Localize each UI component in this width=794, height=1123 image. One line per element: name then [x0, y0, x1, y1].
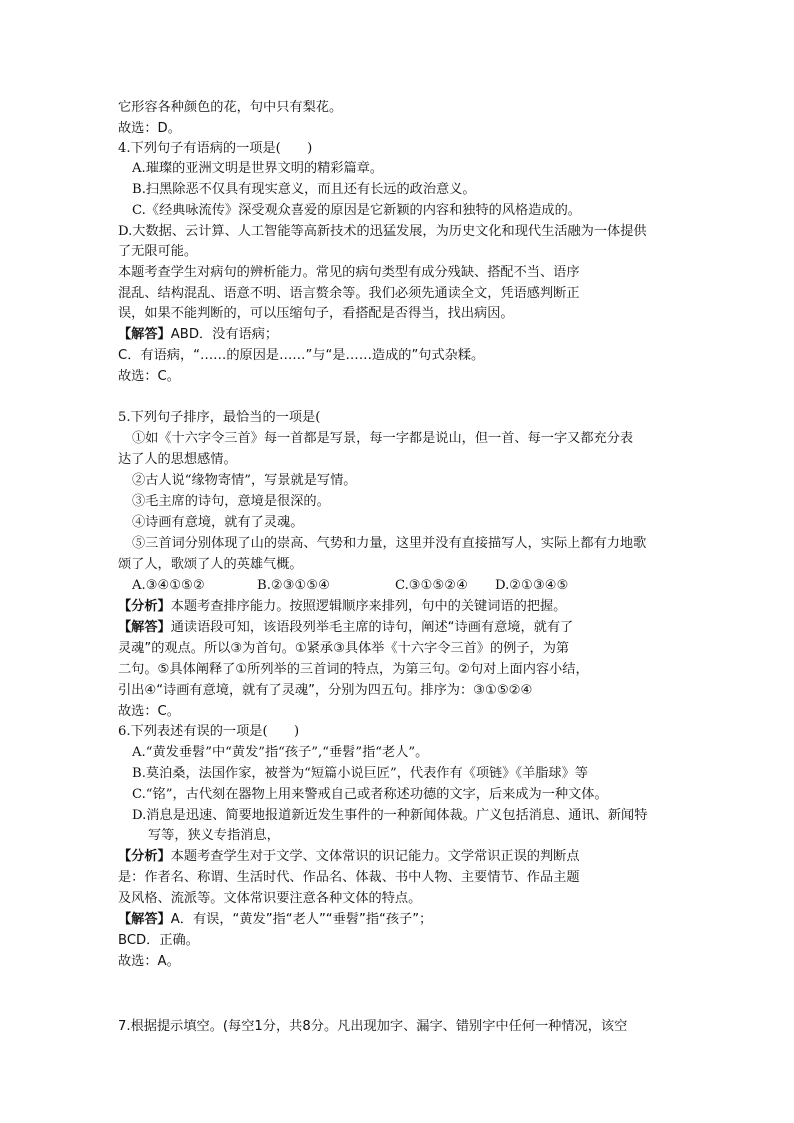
- solution-text: A．有误，“黄发”指“老人”“垂髫”指“孩子”；: [170, 912, 433, 927]
- question-5-sentence-3: ③毛主席的诗句，意境是很深的。: [132, 494, 330, 509]
- question-4-option-a: A.璀璨的亚洲文明是世界文明的精彩篇章。: [132, 161, 384, 176]
- question-5-sentence-4: ④诗画有意境，就有了灵魂。: [132, 515, 304, 530]
- solution-text: C．有语病，“……的原因是……”与“是……造成的”句式杂糅。: [118, 348, 485, 363]
- solution-text: ABD．没有语病；: [170, 327, 279, 342]
- analysis-tag: 【分析】: [118, 849, 171, 864]
- analysis-text: 混乱、结构混乱、语意不明、语言赘余等。我们必须先通读全文，凭语感判断正: [118, 286, 580, 301]
- question-5-options: [132, 576, 684, 596]
- answer-line: 故选：A。: [118, 954, 180, 969]
- question-7-title: 7.根据提示填空。(每空1分，共8分。凡出现加字、漏字、错别字中任何一种情况，该空: [118, 1019, 628, 1034]
- analysis-text: 本题考查学生对病句的辨析能力。常见的病句类型有成分残缺、搭配不当、语序: [118, 265, 580, 280]
- analysis-tag: 【分析】: [118, 599, 171, 614]
- analysis-text: 本题考查学生对于文学、文体常识的识记能力。文学常识正误的判断点: [170, 849, 580, 864]
- solution-tag: 【解答】: [118, 327, 171, 342]
- solution-text: 引出④“诗画有意境，就有了灵魂”，分别为四五句。排序为：③①⑤②④: [118, 683, 533, 698]
- solution-text: 通读语段可知，该语段列举毛主席的诗句，阐述“诗画有意境，就有了: [170, 620, 574, 635]
- answer-line: 故选：D。: [118, 121, 181, 136]
- question-6-option-a: A.“黄发垂髫”中“黄发”指“孩子”,“垂髫”指“老人”。: [132, 745, 429, 760]
- analysis-line: [118, 847, 684, 867]
- solution-text: BCD．正确。: [118, 933, 199, 948]
- question-5-sentence-5: ⑤三首词分别体现了山的崇高、气势和力量，这里并没有直接描写人，实际上都有力地歌: [132, 536, 647, 551]
- solution-text: 灵魂”的观点。所以③为首句。①紧承③具体举《十六字令三首》的例子，为第: [118, 641, 570, 656]
- solution-line: [118, 325, 684, 345]
- question-6-option-d: D.消息是迅速、简要地报道新近发生事件的一种新闻体裁。广义包括消息、通讯、新闻特: [132, 808, 648, 823]
- question-5-title: 5.下列句子排序，最恰当的一项是(: [118, 410, 321, 425]
- analysis-text: 及风格、流派等。文体常识要注意各种文体的特点。: [118, 891, 422, 906]
- question-5-option-c: C.③①⑤②④: [395, 578, 468, 593]
- question-5-option-d: D.②①③④⑤: [495, 578, 569, 593]
- analysis-text: 误，如果不能判断的，可以压缩句子，看搭配是否得当，找出病因。: [118, 306, 514, 321]
- analysis-text: 本题考查排序能力。按照逻辑顺序来排列，句中的关键词语的把握。: [170, 599, 567, 614]
- question-5-sentence-1: ①如《十六字令三首》每一首都是写景，每一字都是说山，但一首、每一字又都充分表: [132, 431, 634, 446]
- analysis-text: 是：作者名、称谓、生活时代、作品名、体裁、书中人物、主要情节、作品主题: [118, 870, 580, 885]
- answer-line: 故选：C。: [118, 704, 180, 719]
- question-5-sentence-1-cont: 达了人的思想感情。: [118, 452, 237, 467]
- question-6-title: 6.下列表述有误的一项是( ): [118, 724, 300, 739]
- question-4-option-b: B.扫黑除恶不仅具有现实意义，而且还有长远的政治意义。: [132, 182, 476, 197]
- question-5-sentence-5-cont: 颂了人，歌颂了人的英雄气概。: [118, 557, 303, 572]
- question-4-option-c: C.《经典咏流传》深受观众喜爱的原因是它新颖的内容和独特的风格造成的。: [132, 203, 581, 218]
- solution-line: [118, 910, 684, 930]
- solution-line: [118, 618, 684, 638]
- question-5-sentence-2: ②古人说“缘物寄情”，写景就是写情。: [132, 473, 357, 488]
- question-4-option-d: D.大数据、云计算、人工智能等高新技术的迅猛发展，为历史文化和现代生活融为一体提供: [118, 224, 647, 239]
- solution-text: 二句。⑤具体阐释了①所列举的三首词的特点，为第三句。②句对上面内容小结，: [118, 662, 589, 677]
- solution-tag: 【解答】: [118, 912, 171, 927]
- text-line: 它形容各种颜色的花，句中只有梨花。: [118, 100, 343, 115]
- question-6-option-c: C.“铭”，古代刻在器物上用来警戒自己或者称述功德的文字，后来成为一种文体。: [132, 787, 608, 802]
- question-4-option-d-cont: 了无限可能。: [118, 244, 198, 259]
- answer-line: 故选：C。: [118, 369, 180, 384]
- question-6-option-d-cont: 写等，狭义专指消息，: [148, 828, 280, 843]
- question-4-title: 4.下列句子有语病的一项是( ): [118, 141, 313, 156]
- analysis-line: [118, 597, 684, 617]
- solution-tag: 【解答】: [118, 620, 171, 635]
- question-6-option-b: B.莫泊桑，法国作家，被誉为“短篇小说巨匠”，代表作有《项链》《羊脂球》等: [132, 766, 588, 781]
- question-5-option-b: B.②③①⑤④: [257, 578, 330, 593]
- question-5-option-a: A.③④①⑤②: [132, 578, 205, 593]
